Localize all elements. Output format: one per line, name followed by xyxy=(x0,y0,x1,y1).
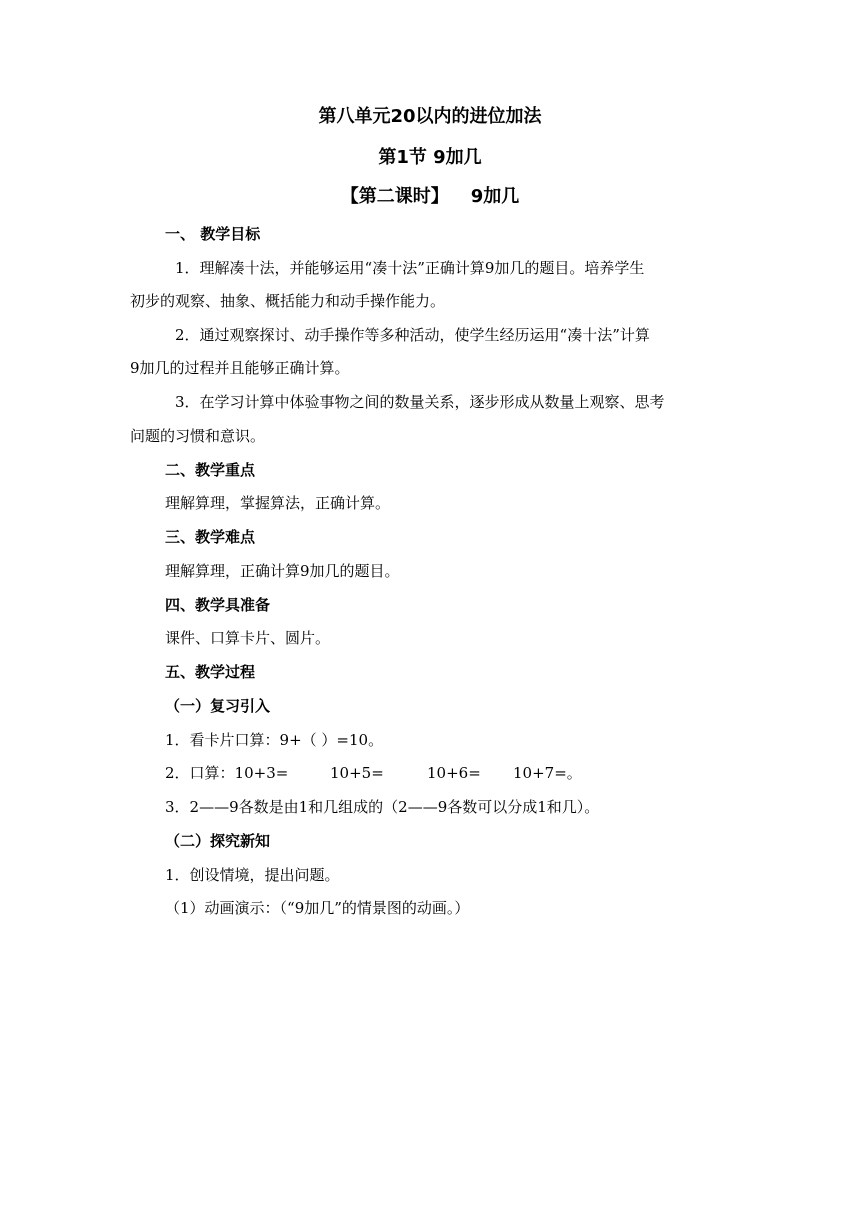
review-item-2-c: 10+6= xyxy=(427,764,481,782)
difficulties-heading: 三、教学难点 xyxy=(165,528,256,546)
objective-2-line-1: 2．通过观察探讨、动手操作等多种活动，使学生经历运用“凑十法”计算 xyxy=(175,326,650,344)
review-item-3: 3．2——9各数是由1和几组成的（2——9各数可以分成1和几）。 xyxy=(165,798,600,816)
explore-item-1: 1．创设情境，提出问题。 xyxy=(165,866,340,884)
review-item-2 xyxy=(165,762,582,784)
materials-heading: 四、教学具准备 xyxy=(165,596,271,614)
objective-2-line-2: 9加几的过程并且能够正确计算。 xyxy=(130,359,350,377)
lesson-name: 9加几 xyxy=(470,186,520,207)
review-item-2-label: 2．口算：10+3= xyxy=(165,764,289,782)
objectives-heading: 一、 教学目标 xyxy=(165,225,261,243)
difficulties-text: 理解算理，正确计算9加几的题目。 xyxy=(165,562,400,580)
review-item-2-b: 10+5= xyxy=(330,764,384,782)
unit-title: 第八单元20以内的进位加法 xyxy=(318,106,542,127)
review-heading: （一）复习引入 xyxy=(165,697,271,715)
section-title: 第1节 9加几 xyxy=(378,147,482,168)
lesson-title xyxy=(0,185,860,209)
objective-1-line-1: 1．理解凑十法，并能够运用“凑十法”正确计算9加几的题目。培养学生 xyxy=(175,259,645,277)
explore-sub-1: （1）动画演示：（“9加几”的情景图的动画。） xyxy=(165,899,470,917)
materials-text: 课件、口算卡片、圆片。 xyxy=(165,629,331,647)
key-points-heading: 二、教学重点 xyxy=(165,461,256,479)
objective-3-line-1: 3．在学习计算中体验事物之间的数量关系，逐步形成从数量上观察、思考 xyxy=(175,393,665,411)
review-item-1: 1．看卡片口算：9+（ ）=10。 xyxy=(165,731,384,749)
objective-1-line-2: 初步的观察、抽象、概括能力和动手操作能力。 xyxy=(130,292,446,310)
explore-heading: （二）探究新知 xyxy=(165,832,271,850)
objective-3-line-2: 问题的习惯和意识。 xyxy=(130,427,266,445)
key-points-text: 理解算理，掌握算法，正确计算。 xyxy=(165,494,391,512)
lesson-bracket: 【第二课时】 xyxy=(340,186,449,207)
review-item-2-d: 10+7=。 xyxy=(513,764,582,782)
process-heading: 五、教学过程 xyxy=(165,663,256,681)
